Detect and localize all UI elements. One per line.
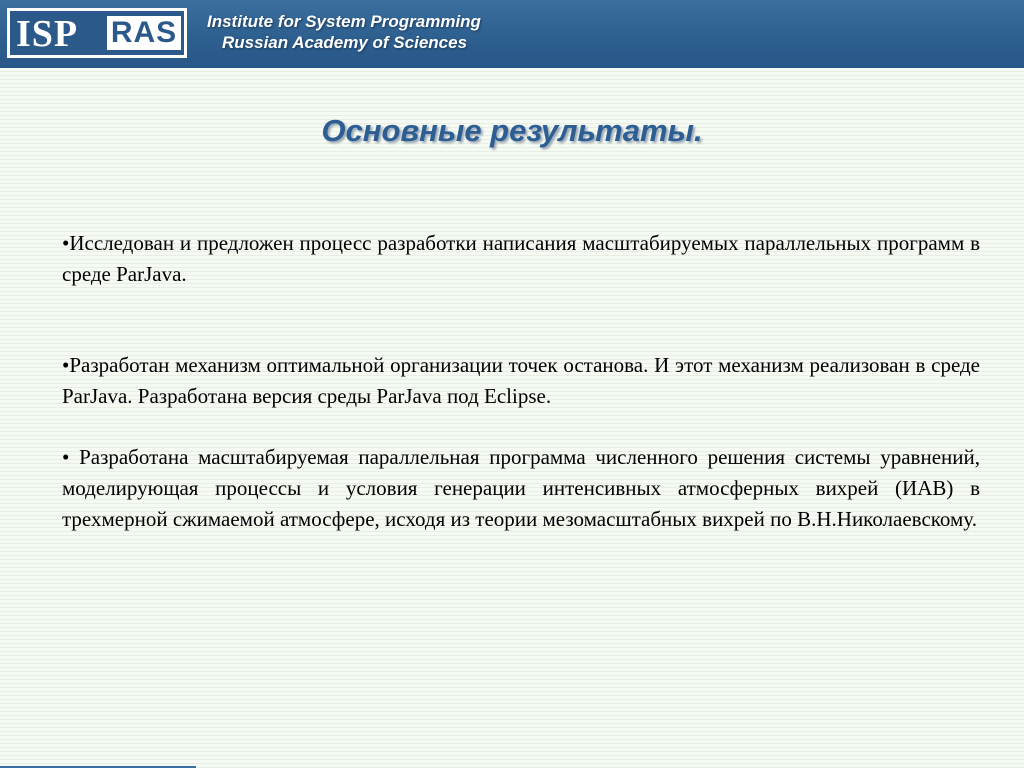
- bullet-item-2: •Разработан механизм оптимальной организации точек останова. И этот механизм реализован в среде ParJava. Разработана версия среды ParJava под Eclipse.: [62, 353, 980, 408]
- slide-title: Основные результаты.: [321, 113, 703, 148]
- logo-ras-text: RAS: [107, 16, 181, 50]
- isp-ras-logo: [7, 8, 187, 58]
- bullet-item-3: • Разработана масштабируемая параллельная программа численного решения системы уравнений, моделирующая процессы и условия генерации интенсивных атмосферных вихрей (ИАВ) в трехмерной сжимаемой атмосфере, исходя из теории мезомасштабных вихрей по В.Н.Николаевскому.: [62, 445, 980, 531]
- logo-isp-text: ISP: [16, 13, 79, 55]
- institute-name-line-2: Russian Academy of Sciences: [222, 33, 468, 52]
- institute-name-line-1: Institute for System Programming: [207, 12, 481, 31]
- header-bar: [0, 0, 1024, 68]
- bullet-item-1: •Исследован и предложен процесс разработки написания масштабируемых параллельных программ в среде ParJava.: [62, 231, 980, 286]
